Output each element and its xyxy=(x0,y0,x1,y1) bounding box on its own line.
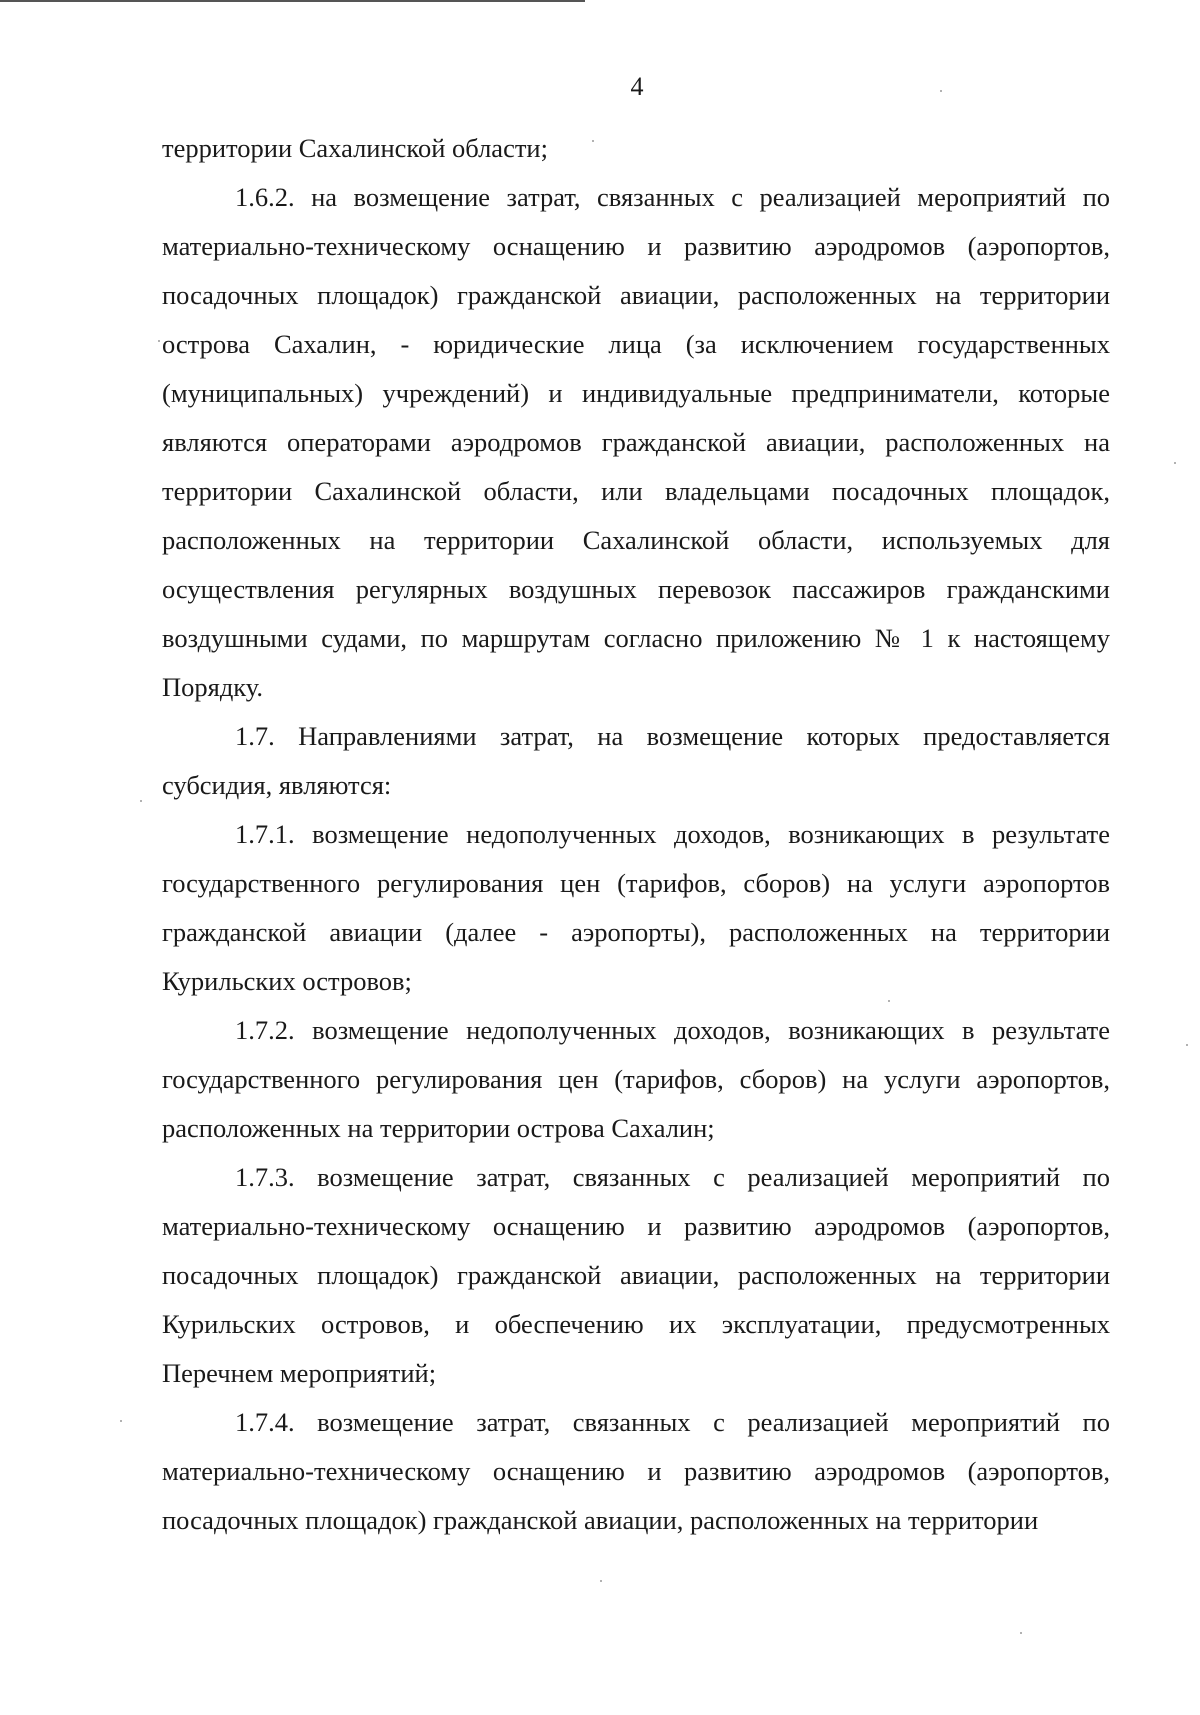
scan-speck xyxy=(158,340,160,342)
page-number: 4 xyxy=(630,72,644,101)
top-border-line xyxy=(0,0,585,2)
scan-speck xyxy=(600,1580,602,1582)
paragraph-1-6-2: 1.6.2. на возмещение затрат, связанных с реализацией мероприятий по материально-техническому оснащению и развитию аэродромов (аэропортов, посадочных площадок) гражданской авиации, расположенных на территории острова Сахалин, - юридические лица (за исключением государственных (муниципальных) учреждений) и индивидуальные предприниматели, которые являются операторами аэродромов гражданской авиации, расположенных на территории Сахалинской области, или владельцами посадочных площадок, расположенных на территории Сахалинской области, используемых для осуществления регулярных воздушных перевозок пассажиров гражданскими воздушными судами, по маршрутам согласно приложению № 1 к настоящему Порядку. xyxy=(162,182,1110,702)
scan-speck xyxy=(592,140,594,142)
paragraph-1-7-3: 1.7.3. возмещение затрат, связанных с реализацией мероприятий по материально-техническому оснащению и развитию аэродромов (аэропортов, посадочных площадок) гражданской авиации, расположенных на территории Курильских островов, и обеспечению их эксплуатации, предусмотренных Перечнем мероприятий; xyxy=(162,1162,1110,1388)
scan-speck xyxy=(140,800,142,802)
scan-speck xyxy=(120,1420,122,1422)
paragraph-1-7: 1.7. Направлениями затрат, на возмещение которых предоставляется субсидия, являются: xyxy=(162,721,1110,800)
document-body xyxy=(162,124,1110,1545)
scan-speck xyxy=(1174,462,1176,464)
paragraph-1-7-2: 1.7.2. возмещение недополученных доходов, возникающих в результате государственного регулирования цен (тарифов, сборов) на услуги аэропортов, расположенных на территории острова Сахалин; xyxy=(162,1015,1110,1143)
scan-speck xyxy=(1020,1632,1022,1634)
scan-speck xyxy=(940,90,942,92)
scan-speck xyxy=(1186,1044,1188,1046)
paragraph-1-7-1: 1.7.1. возмещение недополученных доходов, возникающих в результате государственного регулирования цен (тарифов, сборов) на услуги аэропортов гражданской авиации (далее - аэропорты), расположенных на территории Курильских островов; xyxy=(162,819,1110,996)
paragraph-continuation: территории Сахалинской области; xyxy=(162,133,548,163)
scan-speck xyxy=(888,1000,890,1002)
paragraph-1-7-4: 1.7.4. возмещение затрат, связанных с реализацией мероприятий по материально-техническому оснащению и развитию аэродромов (аэропортов, посадочных площадок) гражданской авиации, расположенных на территории xyxy=(162,1407,1110,1535)
